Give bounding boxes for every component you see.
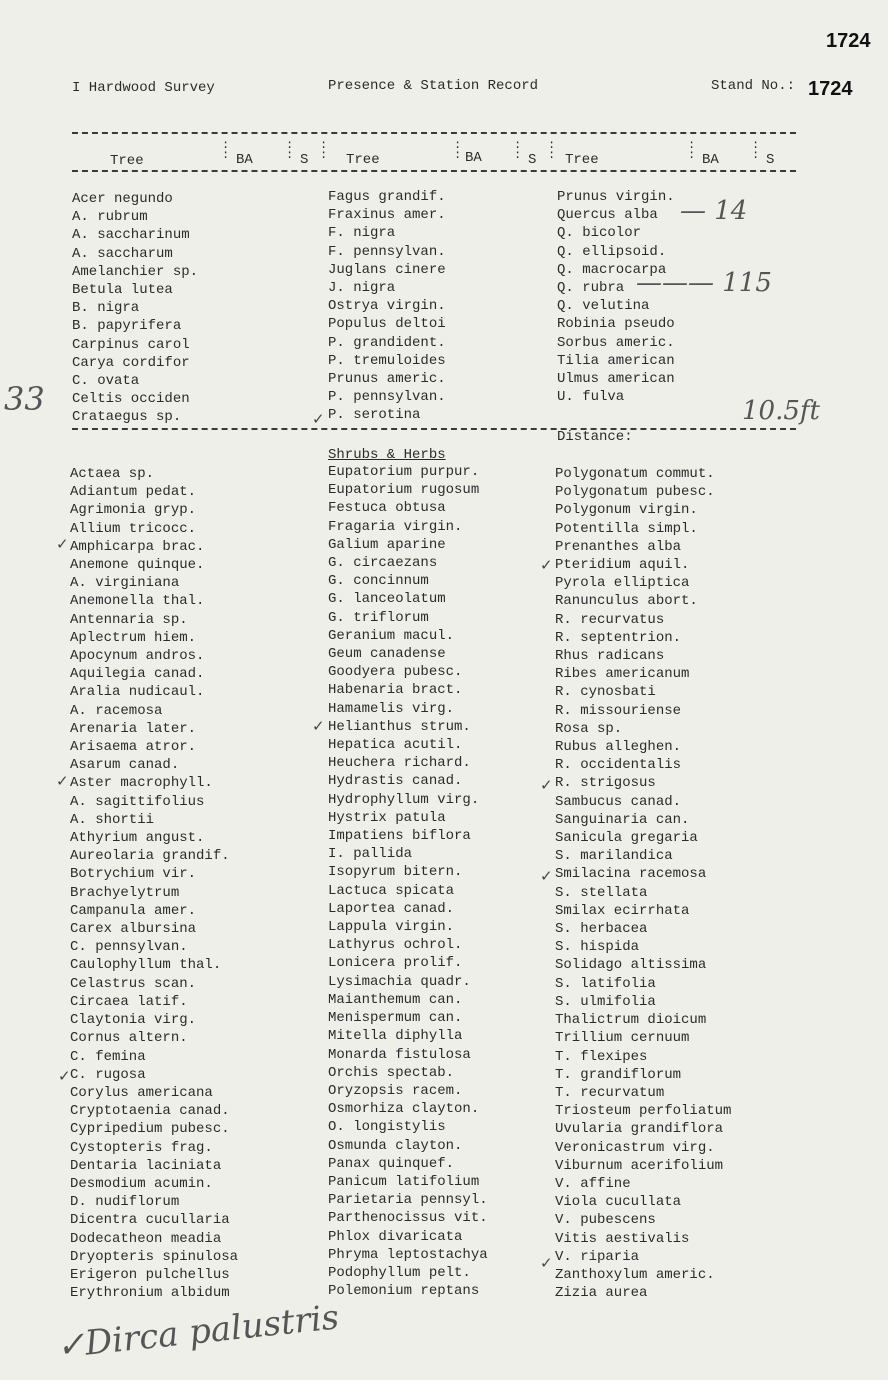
- herb-name: Celastrus scan.: [70, 975, 197, 992]
- tree-name: C. ovata: [72, 373, 140, 390]
- handwritten-ba-quercus-alba: — 14: [680, 196, 748, 226]
- herb-name: Dodecatheon meadia: [70, 1230, 222, 1247]
- check-mark-icon: ✓: [58, 1067, 71, 1085]
- herb-name: G. triflorum: [328, 609, 429, 626]
- herb-name: Hydrophyllum virg.: [328, 791, 480, 808]
- herb-name: R. cynosbati: [555, 684, 656, 701]
- herb-name: Polygonatum pubesc.: [555, 484, 715, 501]
- tree-name: Quercus alba: [557, 207, 658, 224]
- herb-name: Aureolaria grandif.: [70, 848, 230, 865]
- col-header-s-3: S: [766, 152, 775, 168]
- herb-column-1: [70, 465, 238, 1302]
- herb-name: T. grandiflorum: [555, 1066, 682, 1083]
- herb-name: Lappula virgin.: [328, 919, 455, 936]
- tree-name: J. nigra: [328, 280, 396, 297]
- herb-name: Potentilla simpl.: [555, 520, 698, 537]
- col-header-ba-3: BA: [702, 152, 719, 168]
- herb-name: Hydrastis canad.: [328, 773, 463, 790]
- tree-name: Betula lutea: [72, 282, 173, 299]
- herb-name: Panicum latifolium: [328, 1173, 480, 1190]
- herb-name: Panax quinquef.: [328, 1155, 455, 1172]
- herb-name: Heuchera richard.: [328, 755, 471, 772]
- herb-name: Geranium macul.: [328, 627, 455, 644]
- herb-name: Rhus radicans: [555, 648, 665, 665]
- herb-name: A. sagittifolius: [70, 793, 205, 810]
- herb-name: R. strigosus: [555, 775, 656, 792]
- herb-name: Impatiens biflora: [328, 828, 471, 845]
- tree-name: Amelanchier sp.: [72, 263, 199, 280]
- herb-name: Desmodium acumin.: [70, 1175, 213, 1192]
- herb-name: Rubus alleghen.: [555, 739, 682, 756]
- handwritten-distance-value: 10.5ft: [742, 396, 820, 426]
- herb-name: Sanicula gregaria: [555, 830, 698, 847]
- herb-name: C. pennsylvan.: [70, 939, 188, 956]
- herb-name: Cryptotaenia canad.: [70, 1103, 230, 1120]
- herb-name: Dryopteris spinulosa: [70, 1248, 239, 1265]
- col-header-s-1: S: [300, 152, 309, 168]
- herb-name: Osmunda clayton.: [328, 1137, 463, 1154]
- stand-stamp-header: 1724: [808, 78, 853, 100]
- herb-name: Ranunculus abort.: [555, 593, 698, 610]
- herb-name: Lonicera prolif.: [328, 955, 463, 972]
- handwritten-bottom-note: ✓Dirca palustris: [54, 1297, 341, 1367]
- herb-name: Anemone quinque.: [70, 557, 205, 574]
- herb-name: G. lanceolatum: [328, 591, 446, 608]
- herb-name: S. hispida: [555, 939, 640, 956]
- tree-name: P. tremuloides: [328, 352, 446, 369]
- herb-name: Claytonia virg.: [70, 1012, 197, 1029]
- herb-name: Apocynum andros.: [70, 648, 205, 665]
- herb-column-3: [555, 465, 731, 1302]
- stand-stamp-top: 1724: [826, 30, 871, 52]
- herb-name: Polygonum virgin.: [555, 502, 698, 519]
- herb-name: Helianthus strum.: [328, 718, 471, 735]
- tree-name: P. grandident.: [328, 334, 446, 351]
- herb-name: Dentaria laciniata: [70, 1157, 222, 1174]
- herb-name: Aralia nudicaul.: [70, 684, 205, 701]
- herb-name: Erigeron pulchellus: [70, 1266, 230, 1283]
- col-header-tree-2: Tree: [346, 152, 380, 168]
- herb-name: T. flexipes: [555, 1048, 648, 1065]
- herb-name: D. nudiflorum: [70, 1194, 180, 1211]
- herb-name: Parietaria pennsyl.: [328, 1192, 488, 1209]
- tree-name: A. saccharinum: [72, 227, 190, 244]
- herb-name: A. shortii: [70, 811, 155, 828]
- tree-name: Robinia pseudo: [557, 316, 675, 333]
- herb-name: Lactuca spicata: [328, 882, 455, 899]
- col-header-tree-3: Tree: [565, 152, 599, 168]
- herb-name: Podophyllum pelt.: [328, 1264, 471, 1281]
- check-mark-icon: ✓: [540, 776, 553, 794]
- divider-header-bottom: [72, 170, 796, 172]
- distance-label: Distance:: [557, 429, 633, 445]
- tree-name: F. pennsylvan.: [328, 243, 446, 260]
- tree-name: Ulmus american: [557, 371, 675, 388]
- herb-name: S. ulmifolia: [555, 993, 656, 1010]
- herb-name: Trillium cernuum: [555, 1030, 690, 1047]
- herb-name: Aquilegia canad.: [70, 666, 205, 683]
- herb-name: C. femina: [70, 1048, 146, 1065]
- check-mark-icon: ✓: [312, 410, 325, 428]
- herb-name: Phlox divaricata: [328, 1228, 463, 1245]
- herb-name: Eupatorium purpur.: [328, 464, 480, 480]
- herb-name: Amphicarpa brac.: [70, 538, 205, 555]
- tree-name: P. serotina: [328, 407, 421, 424]
- herb-name: Menispermum can.: [328, 1010, 463, 1027]
- tree-name: B. papyrifera: [72, 318, 182, 335]
- herb-name: S. marilandica: [555, 848, 673, 865]
- col-header-tree-1: Tree: [110, 153, 144, 169]
- herb-name: Carex albursina: [70, 921, 197, 938]
- tree-name: Celtis occiden: [72, 391, 190, 408]
- herb-name: Galium aparine: [328, 536, 446, 553]
- herb-name: O. longistylis: [328, 1119, 446, 1136]
- herb-name: Cornus altern.: [70, 1030, 188, 1047]
- stand-number-label: Stand No.:: [711, 78, 796, 94]
- herb-name: Sambucus canad.: [555, 793, 682, 810]
- herb-name: Brachyelytrum: [70, 884, 180, 901]
- herb-name: Parthenocissus vit.: [328, 1210, 488, 1227]
- herb-name: Actaea sp.: [70, 466, 155, 482]
- herb-name: Rosa sp.: [555, 720, 623, 737]
- handwritten-ba-q-rubra: ——— 115: [636, 268, 772, 298]
- herb-name: T. recurvatum: [555, 1084, 665, 1101]
- herb-name: Viola cucullata: [555, 1194, 682, 1211]
- tree-name: Tilia american: [557, 352, 675, 369]
- herb-name: Solidago altissima: [555, 957, 707, 974]
- herb-name: V. pubescens: [555, 1212, 656, 1229]
- tree-name: B. nigra: [72, 300, 140, 317]
- herb-name: Laportea canad.: [328, 900, 455, 917]
- col-header-s-2: S: [528, 152, 537, 168]
- tree-name: Fagus grandif.: [328, 189, 446, 205]
- divider-trees-bottom: [72, 428, 796, 430]
- herb-name: R. missouriense: [555, 702, 682, 719]
- herb-name: Veronicastrum virg.: [555, 1139, 715, 1156]
- check-mark-icon: ✓: [312, 717, 325, 735]
- herb-name: Aplectrum hiem.: [70, 629, 197, 646]
- herb-name: Hystrix patula: [328, 809, 446, 826]
- tree-name: Crataegus sp.: [72, 409, 182, 426]
- tree-name: Prunus americ.: [328, 371, 446, 388]
- record-title: Presence & Station Record: [328, 78, 539, 94]
- tree-name: Fraxinus amer.: [328, 207, 446, 224]
- herb-name: V. riparia: [555, 1248, 640, 1265]
- herb-name: Oryzopsis racem.: [328, 1082, 463, 1099]
- herb-name: Cystopteris frag.: [70, 1139, 213, 1156]
- herb-name: Smilacina racemosa: [555, 866, 707, 883]
- tree-name: Sorbus americ.: [557, 334, 675, 351]
- herb-name: S. stellata: [555, 884, 648, 901]
- herb-name: Triosteum perfoliatum: [555, 1103, 732, 1120]
- herb-name: Lysimachia quadr.: [328, 973, 471, 990]
- herb-name: Smilax ecirrhata: [555, 902, 690, 919]
- handwritten-margin-number: 33: [4, 380, 45, 418]
- herb-name: R. occidentalis: [555, 757, 682, 774]
- herb-column-2: [328, 463, 488, 1300]
- herb-name: Hepatica acutil.: [328, 737, 463, 754]
- herb-name: A. virginiana: [70, 575, 180, 592]
- herb-name: Arisaema atror.: [70, 739, 197, 756]
- herb-name: Polemonium reptans: [328, 1283, 480, 1300]
- herb-name: S. latifolia: [555, 975, 656, 992]
- herb-name: Dicentra cucullaria: [70, 1212, 230, 1229]
- tree-name: Q. macrocarpa: [557, 261, 667, 278]
- tree-name: P. pennsylvan.: [328, 389, 446, 406]
- tree-name: Q. rubra: [557, 280, 625, 297]
- shrubs-herbs-title: Shrubs & Herbs: [328, 447, 446, 463]
- herb-name: G. circaezans: [328, 555, 438, 572]
- herb-name: Pteridium aquil.: [555, 557, 690, 574]
- tree-name: Populus deltoi: [328, 316, 446, 333]
- herb-name: S. herbacea: [555, 921, 648, 938]
- herb-name: Agrimonia gryp.: [70, 502, 197, 519]
- tree-name: Acer negundo: [72, 191, 173, 207]
- herb-name: Viburnum acerifolium: [555, 1157, 724, 1174]
- herb-name: Maianthemum can.: [328, 991, 463, 1008]
- herb-name: Eupatorium rugosum: [328, 482, 480, 499]
- herb-name: Monarda fistulosa: [328, 1046, 471, 1063]
- herb-name: Pyrola elliptica: [555, 575, 690, 592]
- herb-name: Uvularia grandiflora: [555, 1121, 724, 1138]
- herb-name: Geum canadense: [328, 646, 446, 663]
- survey-title: I Hardwood Survey: [72, 80, 215, 96]
- col-header-ba-1: BA: [236, 152, 253, 168]
- herb-name: Phryma leptostachya: [328, 1246, 488, 1263]
- herb-name: Mitella diphylla: [328, 1028, 463, 1045]
- herb-name: Caulophyllum thal.: [70, 957, 222, 974]
- herb-name: Botrychium vir.: [70, 866, 197, 883]
- tree-column-2: [328, 188, 446, 425]
- herb-name: Antennaria sp.: [70, 611, 188, 628]
- herb-name: Zanthoxylum americ.: [555, 1266, 715, 1283]
- herb-name: Adiantum pedat.: [70, 484, 197, 501]
- col-header-ba-2: BA: [465, 150, 482, 166]
- tree-name: Ostrya virgin.: [328, 298, 446, 315]
- herb-name: Cypripedium pubesc.: [70, 1121, 230, 1138]
- herb-name: Goodyera pubesc.: [328, 664, 463, 681]
- herb-name: R. septentrion.: [555, 629, 682, 646]
- herb-name: Campanula amer.: [70, 902, 197, 919]
- tree-name: Q. bicolor: [557, 225, 642, 242]
- tree-name: Juglans cinere: [328, 261, 446, 278]
- herb-name: Lathyrus ochrol.: [328, 937, 463, 954]
- divider-top: [72, 132, 796, 134]
- herb-name: A. racemosa: [70, 702, 163, 719]
- herb-name: Orchis spectab.: [328, 1064, 455, 1081]
- herb-name: Zizia aurea: [555, 1285, 648, 1302]
- tree-name: Carpinus carol: [72, 336, 190, 353]
- tree-name: U. fulva: [557, 389, 625, 406]
- herb-name: Asarum canad.: [70, 757, 180, 774]
- herb-name: Thalictrum dioicum: [555, 1012, 707, 1029]
- herb-name: Festuca obtusa: [328, 500, 446, 517]
- check-mark-icon: ✓: [540, 1254, 553, 1272]
- herb-name: I. pallida: [328, 846, 413, 863]
- tree-name: Q. velutina: [557, 298, 650, 315]
- tree-name: Carya cordifor: [72, 354, 190, 371]
- herb-name: Isopyrum bitern.: [328, 864, 463, 881]
- check-mark-icon: ✓: [56, 772, 69, 790]
- tree-name: F. nigra: [328, 225, 396, 242]
- herb-name: Athyrium angust.: [70, 830, 205, 847]
- herb-name: Habenaria bract.: [328, 682, 463, 699]
- herb-name: G. concinnum: [328, 573, 429, 590]
- herb-name: Anemonella thal.: [70, 593, 205, 610]
- herb-name: Aster macrophyll.: [70, 775, 213, 792]
- herb-name: Prenanthes alba: [555, 538, 682, 555]
- tree-name: Q. ellipsoid.: [557, 243, 667, 260]
- herb-name: Fragaria virgin.: [328, 518, 463, 535]
- herb-name: Erythronium albidum: [70, 1285, 230, 1302]
- herb-name: V. affine: [555, 1175, 631, 1192]
- herb-name: R. recurvatus: [555, 611, 665, 628]
- herb-name: Ribes americanum: [555, 666, 690, 683]
- herb-name: Vitis aestivalis: [555, 1230, 690, 1247]
- herb-name: Allium tricocc.: [70, 520, 197, 537]
- tree-name: A. rubrum: [72, 209, 148, 226]
- herb-name: Circaea latif.: [70, 993, 188, 1010]
- tree-column-1: [72, 190, 198, 427]
- check-mark-icon: ✓: [540, 867, 553, 885]
- check-mark-icon: ✓: [56, 535, 69, 553]
- herb-name: Corylus americana: [70, 1084, 213, 1101]
- herb-name: Arenaria later.: [70, 720, 197, 737]
- herb-name: Polygonatum commut.: [555, 466, 715, 482]
- check-mark-icon: ✓: [540, 556, 553, 574]
- herb-name: Osmorhiza clayton.: [328, 1101, 480, 1118]
- herb-name: Hamamelis virg.: [328, 700, 455, 717]
- tree-name: A. saccharum: [72, 245, 173, 262]
- herb-name: Sanguinaria can.: [555, 811, 690, 828]
- herb-name: C. rugosa: [70, 1066, 146, 1083]
- tree-name: Prunus virgin.: [557, 189, 675, 205]
